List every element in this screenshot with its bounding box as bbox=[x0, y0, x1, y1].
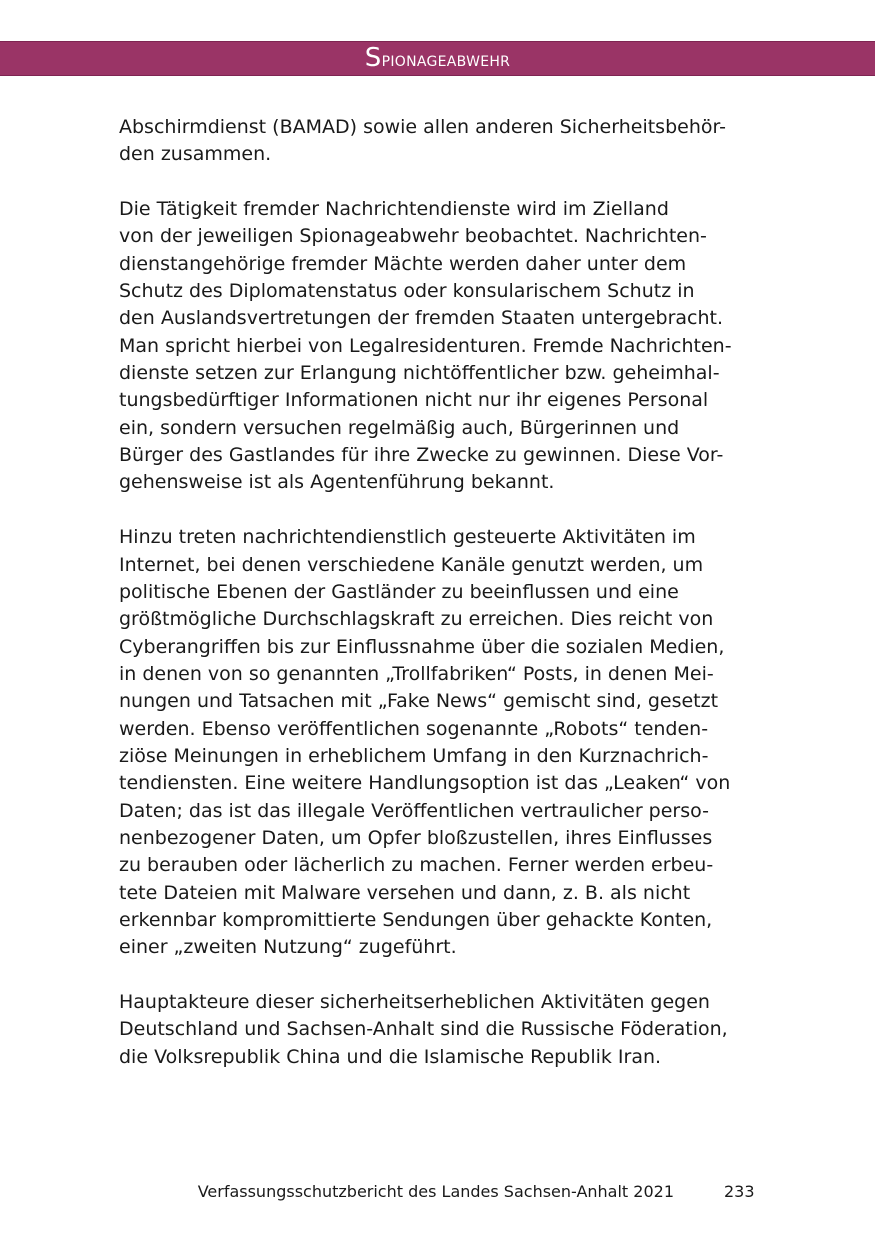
body-text bbox=[119, 114, 759, 1098]
text-line: von der jeweiligen Spionageabwehr beobachtet. Nachrichten- bbox=[119, 225, 707, 248]
section-title bbox=[0, 42, 875, 75]
text-line: erkennbar kompromittierte Sendungen über gehackte Konten, bbox=[119, 908, 713, 931]
text-line: größtmögliche Durchschlagskraft zu erreichen. Dies reicht von bbox=[119, 608, 714, 631]
text-line: tungsbedürftiger Informationen nicht nur ihr eigenes Personal bbox=[119, 389, 709, 412]
text-line: Daten; das ist das illegale Veröffentlichen vertraulicher perso- bbox=[119, 799, 709, 822]
text-line: Hauptakteure dieser sicherheitserheblichen Aktivitäten gegen bbox=[119, 991, 710, 1013]
text-line: Die Tätigkeit fremder Nachrichtendienste wird im Zielland bbox=[119, 198, 669, 221]
text-line: ziöse Meinungen in erheblichem Umfang in den Kurznachrich- bbox=[119, 744, 709, 767]
page-number: 233 bbox=[724, 1182, 755, 1201]
paragraph-4 bbox=[119, 989, 759, 1071]
text-line: gehensweise ist als Agentenführung bekannt. bbox=[119, 471, 555, 494]
text-line: ein, sondern versuchen regelmäßig auch, Bürgerinnen und bbox=[119, 416, 680, 439]
text-line: tendiensten. Eine weitere Handlungsoption ist das „Leaken“ von bbox=[119, 772, 731, 795]
text-line: einer „zweiten Nutzung“ zugeführt. bbox=[119, 936, 457, 959]
footer-publication-title: Verfassungsschutzbericht des Landes Sachsen-Anhalt 2021 bbox=[197, 1182, 674, 1201]
text-line: Schutz des Diplomatenstatus oder konsularischem Schutz in bbox=[119, 280, 695, 303]
text-line: nungen und Tatsachen mit „Fake News“ gemischt sind, gesetzt bbox=[119, 690, 719, 713]
section-title-rest: pionageabwehr bbox=[381, 47, 511, 71]
text-line: den zusammen. bbox=[119, 143, 272, 166]
text-line: Bürger des Gastlandes für ihre Zwecke zu gewinnen. Diese Vor- bbox=[119, 444, 724, 467]
text-line: in denen von so genannten „Trollfabriken“ Posts, in denen Mei- bbox=[119, 662, 714, 685]
text-line: Cyberangriffen bis zur Einflussnahme über die sozialen Medien, bbox=[119, 635, 725, 658]
text-line: werden. Ebenso veröffentlichen sogenannte „Robots“ tenden- bbox=[119, 717, 709, 740]
paragraph-3 bbox=[119, 524, 759, 962]
paragraph-1 bbox=[119, 114, 759, 169]
text-line: dienstangehörige fremder Mächte werden daher unter dem bbox=[119, 252, 687, 275]
text-line: tete Dateien mit Malware versehen und dann, z. B. als nicht bbox=[119, 881, 691, 904]
text-line: dienste setzen zur Erlangung nichtöffentlicher bzw. geheimhal- bbox=[119, 362, 720, 385]
text-line: Internet, bei denen verschiedene Kanäle genutzt werden, um bbox=[119, 553, 704, 576]
text-line: Hinzu treten nachrichtendienstlich gesteuerte Aktivitäten im bbox=[119, 526, 696, 549]
paragraph-2 bbox=[119, 196, 759, 497]
text-line: die Volksrepublik China und die Islamische Republik Iran. bbox=[119, 1045, 662, 1068]
text-line: Abschirmdienst (BAMAD) sowie allen anderen Sicherheitsbehör- bbox=[119, 116, 726, 138]
page-footer bbox=[0, 1180, 875, 1204]
text-line: Deutschland und Sachsen-Anhalt sind die Russische Föderation, bbox=[119, 1018, 728, 1041]
text-line: nenbezogener Daten, um Opfer bloßzustellen, ihres Einflusses bbox=[119, 826, 713, 849]
text-line: Man spricht hierbei von Legalresidenturen. Fremde Nachrichten- bbox=[119, 334, 732, 357]
text-line: politische Ebenen der Gastländer zu beeinflussen und eine bbox=[119, 580, 679, 603]
text-line: zu berauben oder lächerlich zu machen. Ferner werden erbeu- bbox=[119, 854, 714, 877]
section-title-initial: S bbox=[364, 43, 382, 73]
section-header-band bbox=[0, 41, 875, 76]
text-line: den Auslandsvertretungen der fremden Staaten untergebracht. bbox=[119, 307, 724, 330]
